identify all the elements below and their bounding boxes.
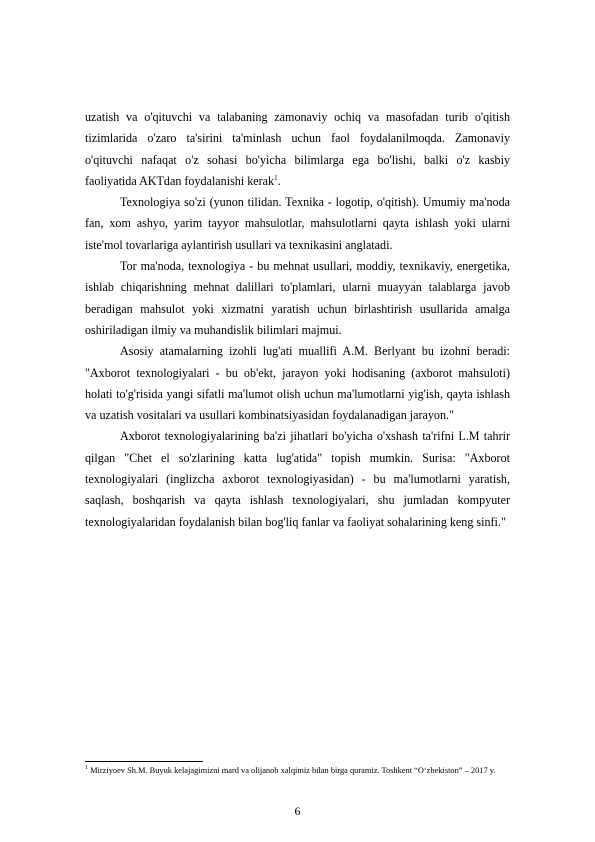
footnote-marker: 1	[85, 765, 88, 772]
footnote-text: Mirziyoev Sh.M. Buyuk kelajagimizni mard va olijanob xalqimiz bilan birga quramiz. Toshkent “O‘zbekiston” – 2017 y.	[90, 766, 496, 775]
footnote-reference[interactable]: 1	[274, 173, 278, 182]
paragraph-4: Asosiy atamalarning izohli lug'ati muallifi A.M. Berlyant bu izohni beradi: "Axborot texnologiyalari - bu ob'ekt, jarayon yoki hodisaning (axborot mahsuloti) holati to'g'risida yangi sifatli ma'lumot olish uchun ma'lumotlarni yig'ish, qayta ishlash va uzatish vositalari va usullari kombinatsiyasidan foydalanadigan jarayon."	[85, 344, 510, 423]
page-number: 6	[294, 804, 301, 818]
paragraph-1	[85, 107, 510, 192]
body-text	[85, 107, 510, 533]
footnote	[85, 765, 510, 776]
paragraph-1-end: .	[277, 173, 281, 188]
paragraph-1-text: uzatish va o'qituvchi va talabaning zamonaviy ochiq va masofadan turib o'qitish tizimlarida o'zaro ta'sirini ta'minlash uchun faol foydalanilmoqda. Zamonaviy o'qituvchi nafaqat o'z sohasi bo'yicha bilimlarga ega bo'lishi, balki o'z kasbiy faoliyatida AKTdan foydalanishi kerak	[85, 110, 510, 188]
paragraph-5: Axborot texnologiyalarining ba'zi jihatlari bo'yicha o'xshash ta'rifni L.M tahrir qilgan "Chet el so'zlarining katta lug'atida" topish mumkin. Surisa: "Axborot texnologiyalari (inglizcha axborot texnologiyasidan) - bu ma'lumotlarni yaratish, saqlash, boshqarish va qayta ishlash texnologiyalari, shu jumladan kompyuter texnologiyalaridan foydalanish bilan bog'liq fanlar va faoliyat sohalarining keng sinfi."	[85, 429, 510, 529]
footnote-separator	[85, 761, 203, 762]
paragraph-3: Tor ma'noda, texnologiya - bu mehnat usullari, moddiy, texnikaviy, energetika, ishlab chiqarishning mehnat dalillari to'plamlari, ularni muayyan talablarga javob beradigan mahsulot yoki xizmatni yaratish uchun birlashtirish usullarida amalga oshiriladigan ilmiy va muhandislik bilimlari majmui.	[85, 259, 510, 337]
paragraph-2: Texnologiya so'zi (yunon tilidan. Texnika - logotip, o'qitish). Umumiy ma'noda fan, xom ashyo, yarim tayyor mahsulotlar, mahsulotlarni qayta ishlash yoki ularni iste'mol tovarlariga aylantirish usullari va texnikasini anglatadi.	[85, 195, 510, 252]
